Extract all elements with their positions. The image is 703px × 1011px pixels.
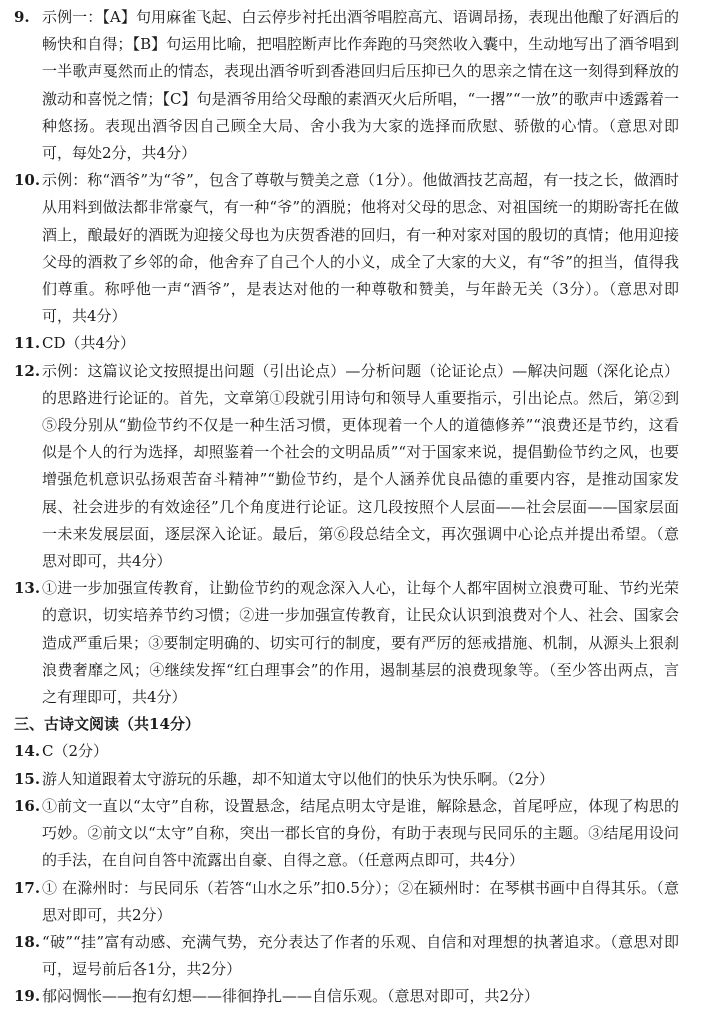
answer-text: CD（共4分） xyxy=(42,334,136,353)
answer-9 xyxy=(14,4,679,167)
answer-18 xyxy=(14,929,679,983)
answer-number: 14. xyxy=(14,742,41,761)
answer-number: 9. xyxy=(14,8,30,26)
answer-number: 13. xyxy=(14,579,41,598)
answer-10 xyxy=(14,167,679,330)
answer-text: C（2分） xyxy=(42,742,109,761)
answer-13 xyxy=(14,575,679,711)
answer-19 xyxy=(14,983,679,1010)
section-title: 三、古诗文阅读（共14分） xyxy=(14,715,200,734)
answer-number: 10. xyxy=(14,171,41,190)
answer-11 xyxy=(14,330,679,357)
answer-17 xyxy=(14,875,679,929)
answer-text: 游人知道跟着太守游玩的乐趣，却不知道太守以他们的快乐为快乐啊。（2分） xyxy=(42,769,555,788)
answer-number: 15. xyxy=(14,769,41,788)
answer-text: 示例：这篇议论文按照提出问题（引出论点）—分析问题（论证论点）—解决问题（深化论点）的思路进行论证的。首先，文章第①段就引用诗句和领导人重要指示，引出论点。然后，第②到⑤段分别从“勤俭节约不仅是一种生活习惯，更体现着一个人的道德修养”“浪费还是节约，这看似是个人的行为选择，却照鉴着一个社会的文明品质”“对于国家来说，提倡勤俭节约之风，也要增强危机意识弘扬艰苦奋斗精神”“勤俭节约，是个人涵养优良品德的重要内容，是推动国家发展、社会进步的有效途径”几个角度进行论证。这几段按照个人层面——社会层面——国家层面一未来发展层面，逐层深入论证。最后，第⑥段总结全文，再次强调中心论点并提出希望。（意思对即可，共4分） xyxy=(42,361,679,571)
answer-number: 18. xyxy=(14,932,41,951)
answer-12 xyxy=(14,358,679,576)
answer-15 xyxy=(14,766,679,793)
answer-16 xyxy=(14,793,679,875)
answer-text: ① 在滁州时：与民同乐（若答“山水之乐”扣0.5分）；②在颍州时：在琴棋书画中自得其乐。（意思对即可，共2分） xyxy=(42,878,679,924)
answer-text: “破”“挂”富有动感、充满气势，充分表达了作者的乐观、自信和对理想的执著追求。（意思对即可，逗号前后各1分，共2分） xyxy=(42,932,679,979)
answer-text: ①前文一直以“太守”自称，设置悬念，结尾点明太守是谁，解除悬念，首尾呼应，体现了构思的巧妙。②前文以“太守”自称，突出一郡长官的身份，有助于表现与民同乐的主题。③结尾用设问的手法，在自问自答中流露出自豪、自得之意。（任意两点即可，共4分） xyxy=(42,796,679,870)
answer-text: 郁闷惆怅——抱有幻想——徘徊挣扎——自信乐观。（意思对即可，共2分） xyxy=(42,987,540,1006)
answer-text: 示例一：【A】句用麻雀飞起、白云停步衬托出酒爷唱腔高亢、语调昂扬，表现出他酿了好酒后的畅快和自得；【B】句运用比喻，把唱腔断声比作奔跑的马突然收入囊中，生动地写出了酒爷唱到一半歌声戛然而止的情态，表现出酒爷听到香港回归后压抑已久的思亲之情在这一刻得到释放的激动和喜悦之情；【C】句是酒爷用给父母酿的素酒灭火后所唱，“一撂”“一放”的歌声中透露着一种悠扬。表现出酒爷因自己顾全大局、舍小我为大家的选择而欣慰、骄傲的心情。（意思对即可，每处2分，共4分） xyxy=(42,8,679,163)
answer-number: 12. xyxy=(14,361,41,380)
answer-number: 16. xyxy=(14,796,41,815)
answer-number: 17. xyxy=(14,878,41,897)
answer-number: 19. xyxy=(14,987,41,1006)
answer-text: ①进一步加强宣传教育，让勤俭节约的观念深入人心，让每个人都牢固树立浪费可耻、节约光荣的意识，切实培养节约习惯；②进一步加强宣传教育，让民众认识到浪费对个人、社会、国家会造成严重后果；③要制定明确的、切实可行的制度，要有严厉的惩戒措施、机制，从源头上狠刹浪费奢靡之风；④继续发挥“红白理事会”的作用，遏制基层的浪费现象等。（至少答出两点，言之有理即可，共4分） xyxy=(42,579,679,707)
answer-number: 11. xyxy=(14,334,41,353)
answer-text: 示例：称“酒爷”为“爷”，包含了尊敬与赞美之意（1分）。他做酒技艺高超，有一技之长，做酒时从用料到做法都非常豪气，有一种“爷”的酒脱；他将对父母的思念、对祖国统一的期盼寄托在做酒上，酿最好的酒既为迎接父母也为庆贺香港的回归，有一种对家对国的殷切的真情；他用迎接父母的酒救了乡邻的命，他舍弃了自己个人的小义，成全了大家的大义，有“爷”的担当，值得我们尊重。称呼他一声“酒爷”，是表达对他的一种尊敬和赞美，与年龄无关（3分）。（意思对即可，共4分） xyxy=(42,171,679,326)
answer-14 xyxy=(14,738,679,765)
